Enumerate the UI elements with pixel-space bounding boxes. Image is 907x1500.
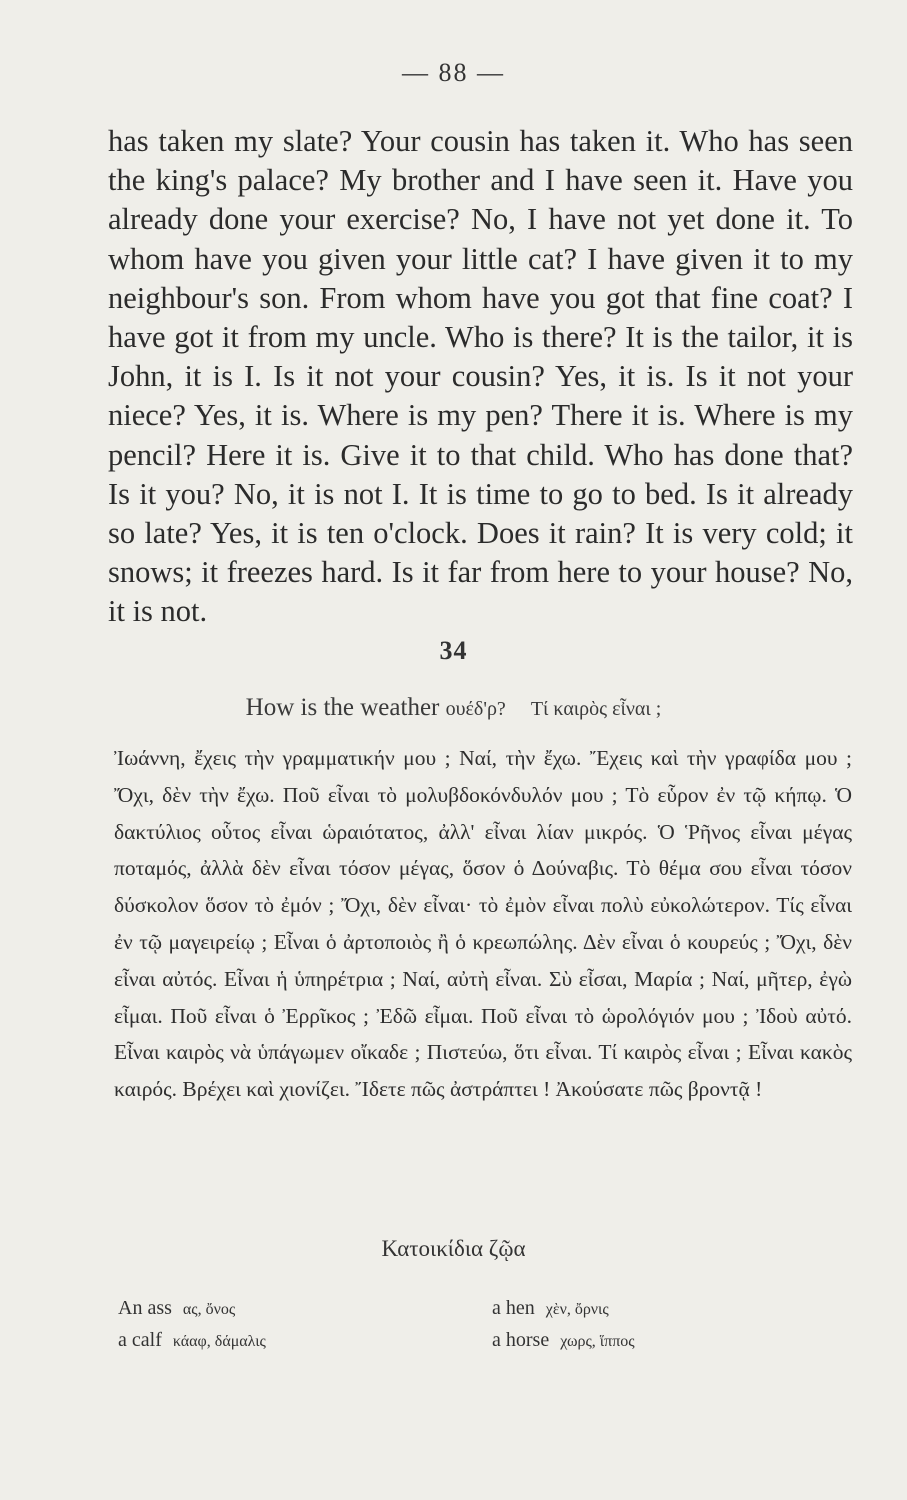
vocab-heading: Κατοικίδια ζῷα bbox=[381, 1236, 526, 1261]
section-heading-pronunciation: ουέδ'ρ? bbox=[445, 698, 506, 720]
section-number: 34 bbox=[439, 636, 468, 665]
greek-paragraph: Ἰωάννη, ἔχεις τὴν γραμματικήν μου ; Ναί, τὴν ἔχω. Ἔχεις καὶ τὴν γραφίδα μου ; Ὄχι, δὲν τὴν ἔχω. Ποῦ εἶναι τὸ μολυβδοκόνδυλόν μου ; Τὸ εὗρον ἐν τῷ κήπῳ. Ὁ δακτύλιος οὗτος εἶναι ὡραιότατος, ἀλλ' εἶναι λίαν μικρός. Ὁ Ῥῆνος εἶναι μέγας ποταμός, ἀλλὰ δὲν εἶναι τόσον μέγας, ὅσον ὁ Δούναβις. Τὸ θέμα σου εἶναι τόσον δύσκολον ὅσον τὸ ἐμόν ; Ὄχι, δὲν εἶναι· τὸ ἐμὸν εἶναι πολὺ εὐκολώτερον. Τίς εἶναι ἐν τῷ μαγειρείῳ ; Εἶναι ὁ ἀρτοποιὸς ἢ ὁ κρεωπώλης. Δὲν εἶναι ὁ κουρεύς ; Ὄχι, δὲν εἶναι αὐτός. Εἶναι ἡ ὑπηρέτρια ; Ναί, αὐτὴ εἶναι. Σὺ εἶσαι, Μαρία ; Ναί, μῆτερ, ἐγὼ εἶμαι. Ποῦ εἶναι ὁ Ἐρρῖκος ; Ἐδῶ εἶμαι. Ποῦ εἶναι τὸ ὡρολόγιόν μου ; Ἰδοὺ αὐτό. Εἶναι καιρὸς νὰ ὑπάγωμεν οἴκαδε ; Πιστεύω, ὅτι εἶναι. Τί καιρὸς εἶναι ; Εἶναι κακὸς καιρός. Βρέχει καὶ χιονίζει. Ἴδετε πῶς ἀστράπτει ! Ἀκούσατε πῶς βροντᾷ ! bbox=[114, 746, 852, 1102]
vocab-entry bbox=[118, 1324, 492, 1356]
vocab-greek: χὲν, ὄρνις bbox=[545, 1300, 609, 1318]
vocab-entry bbox=[492, 1292, 718, 1324]
vocab-english: a hen bbox=[492, 1296, 535, 1319]
vocab-english: a horse bbox=[492, 1328, 550, 1351]
english-paragraph: has taken my slate? Your cousin has taken it. Who has seen the king's palace? My brother and I have seen it. Have you already done your exercise? No, I have not yet done it. To whom have you given your little cat? I have given it to my neighbour's son. From whom have you got that fine coat? I have got it from my uncle. Who is there? It is the tailor, it is John, it is I. Is it not your cousin? Yes, it is. Is it not your niece? Yes, it is. Where is my pen? There it is. Where is my pencil? Here it is. Give it to that child. Who has done that? Is it you? No, it is not I. It is time to go to bed. Is it already so late? Yes, it is ten o'clock. Does it rain? It is very cold; it snows; it freezes hard. Is it far from here to your house? No, it is not. bbox=[108, 124, 853, 629]
vocab-entry bbox=[492, 1324, 718, 1356]
vocab-table bbox=[118, 1292, 718, 1356]
vocab-english: An ass bbox=[118, 1296, 172, 1319]
vocab-greek: χωρς, ἵππος bbox=[560, 1332, 635, 1350]
section-heading-english: How is the weather bbox=[245, 694, 440, 721]
vocab-entry bbox=[118, 1292, 492, 1324]
section-heading bbox=[0, 694, 907, 722]
vocab-row bbox=[118, 1292, 718, 1324]
vocab-greek: κάαφ, δάμαλις bbox=[172, 1332, 266, 1350]
vocab-greek: ας, ὄνος bbox=[182, 1300, 236, 1318]
vocab-english: a calf bbox=[118, 1328, 162, 1351]
section-heading-greek: Τί καιρὸς εἶναι ; bbox=[530, 698, 662, 720]
page-number: — 88 — bbox=[402, 58, 505, 87]
vocab-row bbox=[118, 1324, 718, 1356]
